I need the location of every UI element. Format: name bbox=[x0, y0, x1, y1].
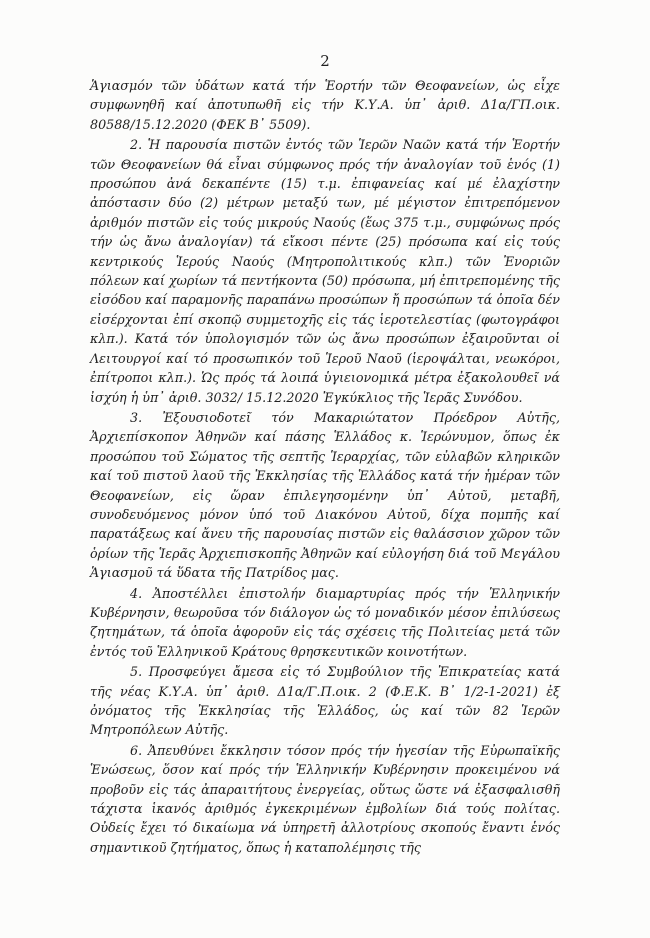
paragraph-item-6: 6. Ἀπευθύνει ἔκκλησιν τόσον πρός τήν ἡγεσίαν τῆς Εὐρωπαϊκῆς Ἑνώσεως, ὅσον καί πρός τήν Ἑλληνικήν Κυβέρνησιν προκειμένου νά προβοῦν εἰς τάς ἀπαραιτήτους ἐνεργείας, οὕτως ὥστε νά ἐξασφαλισθῆ τάχιστα ἱκανός ἀριθμός ἐγκεκριμένων ἐμβολίων διά τούς πολίτας. Οὐδείς ἔχει τό δικαίωμα νά ὑπηρετῆ ἀλλοτρίους σκοπούς ἔναντι ἑνός σημαντικοῦ ζητήματος, ὅπως ἡ καταπολέμησις τῆς bbox=[90, 742, 560, 855]
paragraph-continuation: Ἁγιασμόν τῶν ὑδάτων κατά τήν Ἑορτήν τῶν Θεοφανείων, ὡς εἶχε συμφωνηθῆ καί ἀποτυπωθῆ εἰς τήν Κ.Υ.Α. ὑπ᾽ ἀριθ. Δ1α/ΓΠ.οικ. 80588/15.12.2020 (ΦΕΚ Β᾽ 5509). bbox=[90, 78, 560, 132]
paragraph-item-5: 5. Προσφεύγει ἄμεσα εἰς τό Συμβούλιον τῆς Ἐπικρατείας κατά τῆς νέας Κ.Υ.Α. ὑπ᾽ ἀριθ. Δ1α/Γ.Π.οικ. 2 (Φ.Ε.Κ. Β᾽ 1/2-1-2021) ἐξ ὀνόματος τῆς Ἐκκλησίας τῆς Ἑλλάδος, ὡς καί τῶν 82 Ἱερῶν Μητροπόλεων Αὐτῆς. bbox=[90, 664, 560, 738]
paragraph-item-2: 2. Ἡ παρουσία πιστῶν ἐντός τῶν Ἱερῶν Ναῶν κατά τήν Ἑορτήν τῶν Θεοφανείων θά εἶναι σύμφωνος πρός τήν ἀναλογίαν τοῦ ἑνός (1) προσώπου ἀνά δεκαπέντε (15) τ.μ. ἐπιφανείας καί μέ ἐλαχίστην ἀπόστασιν δύο (2) μέτρων μεταξύ των, μέ μέγιστον ἐπιτρεπόμενον ἀριθμόν πιστῶν εἰς τούς μικρούς Ναούς (ἕως 375 τ.μ., συμφώνως πρός τήν ὡς ἄνω ἀναλογίαν) τά εἴκοσι πέντε (25) πρόσωπα καί εἰς τούς κεντρικούς Ἱερούς Ναούς (Μητροπολιτικούς κλπ.) τῶν Ἐνοριῶν πόλεων καί χωρίων τά πεντήκοντα (50) πρόσωπα, μή ἐπιτρεπομένης τῆς εἰσόδου καί παραμονῆς παραπάνω προσώπων ἤ προσώπων τά ὁποῖα δέν εἰσέρχονται ἐπί σκοπῷ συμμετοχῆς εἰς τάς ἱεροτελεστίας (φωτογράφοι κλπ.). Κατά τόν ὑπολογισμόν τῶν ὡς ἄνω προσώπων ἐξαιροῦνται οἱ Λειτουργοί καί τό προσωπικόν τοῦ Ἱεροῦ Ναοῦ (ἱεροψάλται, νεωκόροι, ἐπίτροποι κλπ.). Ὡς πρός τά λοιπά ὑγιειονομικά μέτρα ἐξακολουθεῖ νά ἰσχύη ἡ ὑπ᾽ ἀριθ. 3032/ 15.12.2020 Ἐγκύκλιος τῆς Ἱερᾶς Συνόδου. bbox=[90, 137, 560, 405]
page-number: 2 bbox=[320, 52, 330, 70]
document-body bbox=[90, 76, 560, 858]
paragraph-item-3: 3. Ἐξουσιοδοτεῖ τόν Μακαριώτατον Πρόεδρον Αὐτῆς, Ἀρχιεπίσκοπον Ἀθηνῶν καί πάσης Ἑλλάδος κ. Ἱερώνυμον, ὅπως ἐκ προσώπου τοῦ Σώματος τῆς σεπτῆς Ἱεραρχίας, τῶν εὐλαβῶν κληρικῶν καί τοῦ πιστοῦ λαοῦ τῆς Ἐκκλησίας τῆς Ἑλλάδος κατά τήν ἡμέραν τῶν Θεοφανείων, εἰς ὥραν ἐπιλεγησομένην ὑπ᾽ Αὐτοῦ, μεταβῆ, συνοδευόμενος μόνον ὑπό τοῦ Διακόνου Αὐτοῦ, δίχα πομπῆς καί παρατάξεως καί ἄνευ τῆς παρουσίας πιστῶν εἰς θαλάσσιον χῶρον τῶν ὁρίων τῆς Ἱερᾶς Ἀρχιεπισκοπῆς Ἀθηνῶν καί εὐλογήση διά τοῦ Μεγάλου Ἁγιασμοῦ τά ὕδατα τῆς Πατρίδος μας. bbox=[90, 409, 560, 581]
paragraph-item-4: 4. Ἀποστέλλει ἐπιστολήν διαμαρτυρίας πρός τήν Ἑλληνικήν Κυβέρνησιν, θεωροῦσα τόν διάλογον ὡς τό μοναδικόν μέσον ἐπιλύσεως ζητημάτων, τά ὁποῖα ἀφοροῦν εἰς τάς σχέσεις τῆς Πολιτείας μετά τῶν ἐντός τοῦ Ἑλληνικοῦ Κράτους θρησκευτικῶν κοινοτήτων. bbox=[90, 585, 560, 659]
